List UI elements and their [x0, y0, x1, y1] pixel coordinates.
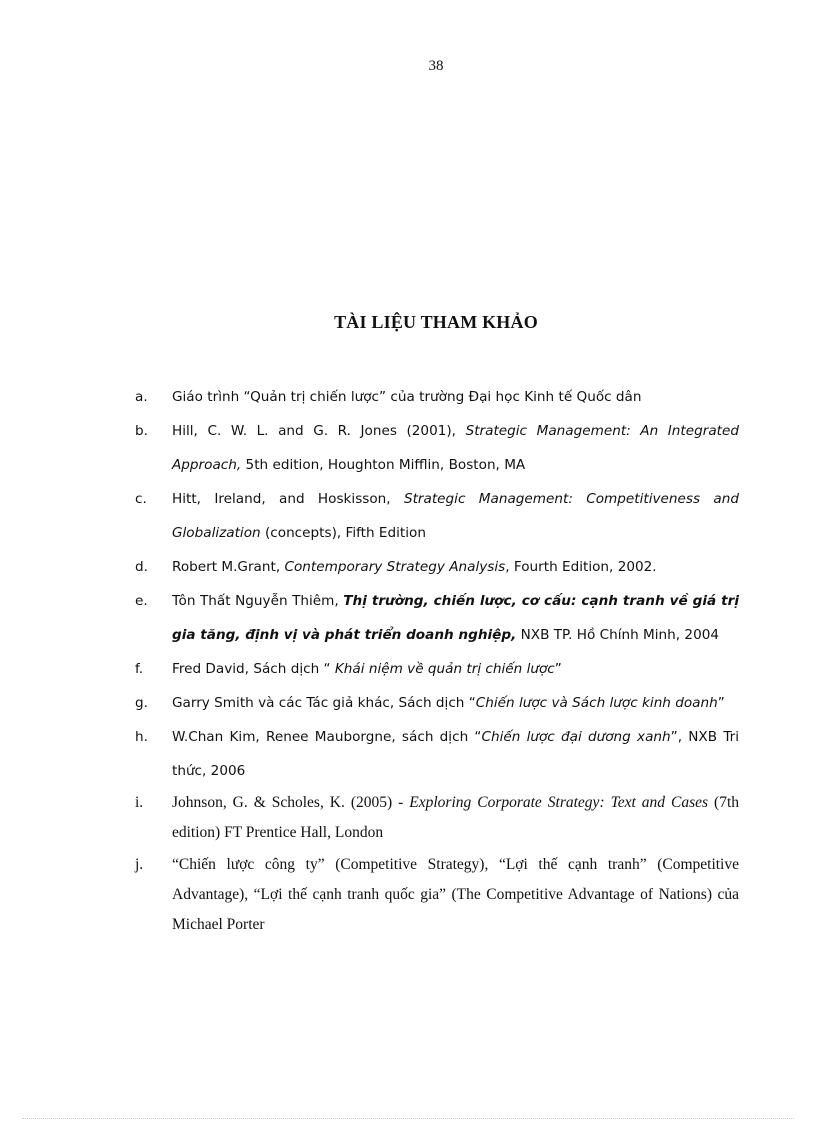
- reference-marker: a.: [135, 389, 148, 405]
- reference-text: [172, 491, 739, 541]
- reference-item: [135, 482, 739, 550]
- reference-item: [135, 788, 739, 848]
- reference-text-segment: Strategic Management: Competitiveness and Globalization: [172, 491, 739, 541]
- reference-item: [135, 414, 739, 482]
- reference-text-segment: “Chiến lược công ty” (Competitive Strategy), “Lợi thế cạnh tranh” (Competitive Advantage), “Lợi thế cạnh tranh quốc gia” (The Competitive Advantage of Nations) của Michael Porter: [172, 856, 739, 933]
- reference-text-segment: Tôn Thất Nguyễn Thiêm,: [172, 593, 344, 609]
- reference-item: [135, 652, 739, 686]
- reference-text-segment: Garry Smith và các Tác giả khác, Sách dịch “: [172, 695, 476, 711]
- reference-text-segment: Robert M.Grant,: [172, 559, 285, 575]
- reference-text: [172, 423, 739, 473]
- reference-text: [172, 695, 725, 711]
- reference-marker: h.: [135, 729, 148, 745]
- reference-marker: g.: [135, 695, 148, 711]
- reference-text-segment: Giáo trình “Quản trị chiến lược” của trường Đại học Kinh tế Quốc dân: [172, 389, 642, 405]
- reference-text: [172, 729, 739, 779]
- reference-text-segment: Fred David, Sách dịch “: [172, 661, 331, 677]
- page-bottom-divider: [22, 1118, 794, 1119]
- reference-text-segment: Strategic Management: An Integrated Approach,: [172, 423, 739, 473]
- reference-text-segment: 5th edition, Houghton Mifflin, Boston, MA: [241, 457, 526, 473]
- reference-marker: f.: [135, 661, 144, 677]
- reference-text-segment: ”: [717, 695, 725, 711]
- reference-item: [135, 380, 739, 414]
- reference-marker: c.: [135, 491, 147, 507]
- reference-item: [135, 850, 739, 940]
- reference-text-segment: ”, NXB Tri thức, 2006: [172, 729, 739, 779]
- reference-marker: j.: [135, 856, 144, 873]
- reference-marker: e.: [135, 593, 148, 609]
- reference-item: [135, 686, 739, 720]
- reference-text-segment: Johnson, G. & Scholes, K. (2005) -: [172, 794, 410, 811]
- reference-text-segment: (7th edition) FT Prentice Hall, London: [172, 794, 740, 841]
- reference-list: [135, 380, 739, 940]
- reference-text-segment: Khái niệm về quản trị chiến lược: [330, 661, 555, 677]
- reference-marker: b.: [135, 423, 148, 439]
- reference-item: [135, 550, 739, 584]
- reference-item: [135, 720, 739, 788]
- reference-text-segment: , Fourth Edition, 2002.: [505, 559, 657, 575]
- reference-text: [172, 661, 562, 677]
- reference-text-segment: Hill, C. W. L. and G. R. Jones (2001),: [172, 423, 466, 439]
- reference-text-segment: Exploring Corporate Strategy: Text and Cases: [409, 794, 709, 811]
- reference-marker: i.: [135, 794, 144, 811]
- reference-text: [172, 856, 739, 933]
- reference-text-segment: (concepts), Fifth Edition: [260, 525, 426, 541]
- reference-text-segment: W.Chan Kim, Renee Mauborgne, sách dịch “: [172, 729, 482, 745]
- page-number: 38: [428, 58, 444, 74]
- reference-text: [172, 593, 739, 643]
- reference-marker: d.: [135, 559, 148, 575]
- reference-text-segment: Thị trường, chiến lược, cơ cấu: cạnh tranh về giá trị gia tăng, định vị và phát triển doanh nghiệp,: [172, 593, 739, 643]
- page-title: TÀI LIỆU THAM KHẢO: [334, 312, 538, 332]
- reference-text: [172, 794, 739, 841]
- reference-text-segment: Chiến lược và Sách lược kinh doanh: [475, 695, 718, 711]
- reference-text-segment: Hitt, Ireland, and Hoskisson,: [172, 491, 404, 507]
- reference-text-segment: NXB TP. Hồ Chính Minh, 2004: [516, 627, 720, 643]
- reference-item: [135, 584, 739, 652]
- reference-text-segment: Contemporary Strategy Analysis: [284, 559, 506, 575]
- reference-text: [172, 389, 642, 405]
- reference-text-segment: ”: [554, 661, 562, 677]
- reference-text: [172, 559, 657, 575]
- reference-text-segment: Chiến lược đại dương xanh: [481, 729, 671, 745]
